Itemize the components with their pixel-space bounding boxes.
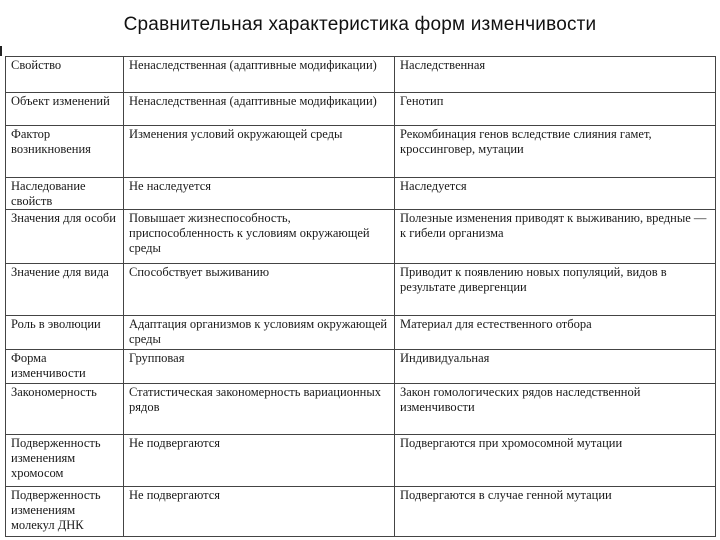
comparison-table	[5, 56, 716, 537]
table-cell: Значения для особи	[6, 210, 124, 264]
table-cell: Подвергаются при хромосомной мутации	[395, 435, 716, 487]
table-cell: Значение для вида	[6, 264, 124, 316]
table-cell: Наследуется	[395, 178, 716, 210]
table-row	[6, 126, 716, 178]
table-cell: Материал для естественного отбора	[395, 316, 716, 350]
table-cell: Повышает жизнеспособность, приспособленность к условиям окружающей среды	[124, 210, 395, 264]
table-cell: Закономерность	[6, 384, 124, 435]
table-cell: Индивидуальная	[395, 350, 716, 384]
table-cell: Приводит к появлению новых популяций, видов в результате дивергенции	[395, 264, 716, 316]
table-cell: Ненаследственная (адаптивные модификации)	[124, 93, 395, 126]
table-row	[6, 264, 716, 316]
header-cell: Свойство	[6, 57, 124, 93]
table-row	[6, 487, 716, 537]
table-cell: Не подвергаются	[124, 435, 395, 487]
table-cell: Объект изменений	[6, 93, 124, 126]
table-row	[6, 350, 716, 384]
table-cell: Не подвергаются	[124, 487, 395, 537]
table-row	[6, 384, 716, 435]
table-cell: Полезные изменения приводят к выживанию, вредные — к гибели организма	[395, 210, 716, 264]
page-title: Сравнительная характеристика форм изменчивости	[123, 14, 597, 35]
slide-edge-mark	[0, 46, 2, 56]
table-row	[6, 93, 716, 126]
table-cell: Закон гомологических рядов наследственной изменчивости	[395, 384, 716, 435]
table-row	[6, 316, 716, 350]
table-cell: Групповая	[124, 350, 395, 384]
table-header-row	[6, 57, 716, 93]
table-cell: Адаптация организмов к условиям окружающей среды	[124, 316, 395, 350]
table-row	[6, 210, 716, 264]
table-cell: Подверженность изменениям хромосом	[6, 435, 124, 487]
table-cell: Роль в эволюции	[6, 316, 124, 350]
table-cell: Наследование свойств	[6, 178, 124, 210]
table-cell: Изменения условий окружающей среды	[124, 126, 395, 178]
table-cell: Подверженность изменениям молекул ДНК	[6, 487, 124, 537]
table-cell: Подвергаются в случае генной мутации	[395, 487, 716, 537]
table-cell: Рекомбинация генов вследствие слияния гамет, кроссинговер, мутации	[395, 126, 716, 178]
table-cell: Не наследуется	[124, 178, 395, 210]
table-cell: Фактор возникновения	[6, 126, 124, 178]
header-cell: Наследственная	[395, 57, 716, 93]
table-cell: Форма изменчивости	[6, 350, 124, 384]
header-cell: Ненаследственная (адаптивные модификации)	[124, 57, 395, 93]
table-cell: Способствует выживанию	[124, 264, 395, 316]
table-row	[6, 178, 716, 210]
table-cell: Генотип	[395, 93, 716, 126]
table-row	[6, 435, 716, 487]
table-cell: Статистическая закономерность вариационных рядов	[124, 384, 395, 435]
